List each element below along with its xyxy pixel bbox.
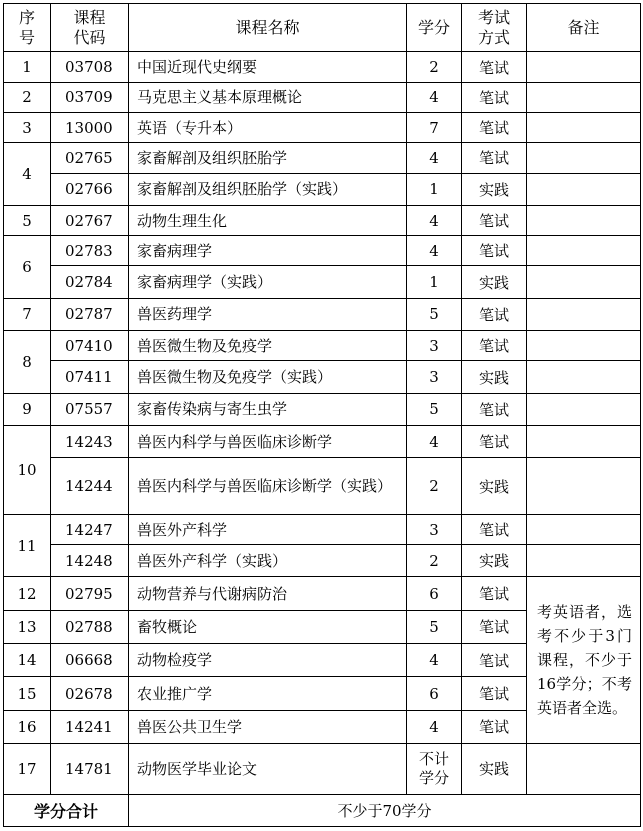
row-credit: 7 <box>407 113 462 143</box>
row-code: 14243 <box>51 426 129 458</box>
row-code: 14781 <box>51 744 129 794</box>
row-exam: 实践 <box>462 744 527 794</box>
row-no: 2 <box>4 82 51 112</box>
row-code: 14241 <box>51 710 129 743</box>
row-credit: 4 <box>407 644 462 677</box>
row-name: 畜牧概论 <box>129 610 407 643</box>
row-code: 07557 <box>51 393 129 425</box>
row-code: 07411 <box>51 361 129 393</box>
row-code: 02783 <box>51 236 129 266</box>
table-row <box>4 426 641 458</box>
row-exam: 笔试 <box>462 710 527 743</box>
total-row <box>4 794 641 827</box>
header-exam: 考试 方式 <box>462 4 527 52</box>
row-exam: 笔试 <box>462 205 527 235</box>
row-no: 15 <box>4 677 51 710</box>
table-row <box>4 458 641 515</box>
row-name: 家畜解剖及组织胚胎学 <box>129 143 407 173</box>
row-code: 07410 <box>51 331 129 361</box>
row-code: 03709 <box>51 82 129 112</box>
row-note <box>527 393 641 425</box>
total-value: 不少于70学分 <box>129 794 641 827</box>
row-name: 英语（专升本） <box>129 113 407 143</box>
row-name: 动物生理生化 <box>129 205 407 235</box>
row-credit: 3 <box>407 331 462 361</box>
table-row <box>4 331 641 361</box>
row-exam: 笔试 <box>462 143 527 173</box>
row-code: 14244 <box>51 458 129 515</box>
row-exam: 笔试 <box>462 113 527 143</box>
header-note: 备注 <box>527 4 641 52</box>
row-no: 9 <box>4 393 51 425</box>
header-no: 序 号 <box>4 4 51 52</box>
row-credit: 2 <box>407 52 462 82</box>
row-credit: 3 <box>407 361 462 393</box>
row-exam: 笔试 <box>462 331 527 361</box>
row-exam: 笔试 <box>462 514 527 544</box>
header-name: 课程名称 <box>129 4 407 52</box>
row-name: 兽医内科学与兽医临床诊断学（实践） <box>129 458 407 515</box>
row-note <box>527 266 641 298</box>
row-credit: 4 <box>407 82 462 112</box>
row-name: 家畜传染病与寄生虫学 <box>129 393 407 425</box>
row-code: 13000 <box>51 113 129 143</box>
header-code: 课程 代码 <box>51 4 129 52</box>
row-no: 12 <box>4 577 51 610</box>
elective-note: 考英语者，选考不少于3门课程，不少于16学分；不考英语者全选。 <box>527 577 641 744</box>
table-row <box>4 744 641 794</box>
row-note <box>527 331 641 361</box>
row-exam: 实践 <box>462 266 527 298</box>
row-credit: 1 <box>407 266 462 298</box>
row-credit: 4 <box>407 426 462 458</box>
table-row <box>4 298 641 330</box>
table-row <box>4 113 641 143</box>
row-exam: 笔试 <box>462 644 527 677</box>
row-note <box>527 236 641 266</box>
row-note <box>527 744 641 794</box>
row-code: 02765 <box>51 143 129 173</box>
row-name: 农业推广学 <box>129 677 407 710</box>
row-name: 兽医微生物及免疫学（实践） <box>129 361 407 393</box>
row-code: 14247 <box>51 514 129 544</box>
row-name: 家畜解剖及组织胚胎学（实践） <box>129 173 407 205</box>
row-exam: 笔试 <box>462 577 527 610</box>
table-row <box>4 205 641 235</box>
table-row <box>4 361 641 393</box>
row-no: 1 <box>4 52 51 82</box>
row-name: 兽医外产科学 <box>129 514 407 544</box>
table-row <box>4 143 641 173</box>
row-exam: 实践 <box>462 545 527 577</box>
row-exam: 笔试 <box>462 52 527 82</box>
row-exam: 笔试 <box>462 677 527 710</box>
row-no: 7 <box>4 298 51 330</box>
row-code: 02787 <box>51 298 129 330</box>
row-exam: 笔试 <box>462 82 527 112</box>
row-no: 8 <box>4 331 51 394</box>
table-row <box>4 577 641 610</box>
row-name: 兽医内科学与兽医临床诊断学 <box>129 426 407 458</box>
row-code: 03708 <box>51 52 129 82</box>
row-note <box>527 143 641 173</box>
row-credit: 2 <box>407 458 462 515</box>
row-credit: 3 <box>407 514 462 544</box>
row-note <box>527 426 641 458</box>
row-note <box>527 82 641 112</box>
table-row <box>4 236 641 266</box>
row-note <box>527 173 641 205</box>
row-note <box>527 205 641 235</box>
row-exam: 笔试 <box>462 610 527 643</box>
row-note <box>527 458 641 515</box>
row-no: 10 <box>4 426 51 515</box>
table-row <box>4 52 641 82</box>
row-name: 兽医外产科学（实践） <box>129 545 407 577</box>
row-code: 02678 <box>51 677 129 710</box>
row-note <box>527 361 641 393</box>
header-row <box>4 4 641 52</box>
row-code: 14248 <box>51 545 129 577</box>
row-name: 兽医药理学 <box>129 298 407 330</box>
row-note <box>527 298 641 330</box>
row-no: 17 <box>4 744 51 794</box>
row-credit: 2 <box>407 545 462 577</box>
row-exam: 笔试 <box>462 393 527 425</box>
row-code: 02795 <box>51 577 129 610</box>
header-credit: 学分 <box>407 4 462 52</box>
row-no: 11 <box>4 514 51 577</box>
row-note <box>527 52 641 82</box>
row-no: 16 <box>4 710 51 743</box>
row-credit: 6 <box>407 677 462 710</box>
row-credit: 5 <box>407 610 462 643</box>
row-code: 02767 <box>51 205 129 235</box>
row-exam: 实践 <box>462 173 527 205</box>
total-label: 学分合计 <box>4 794 129 827</box>
row-name: 动物医学毕业论文 <box>129 744 407 794</box>
table-row <box>4 545 641 577</box>
row-no: 14 <box>4 644 51 677</box>
row-no: 6 <box>4 236 51 299</box>
table-row <box>4 393 641 425</box>
row-code: 02766 <box>51 173 129 205</box>
row-credit: 1 <box>407 173 462 205</box>
row-credit: 6 <box>407 577 462 610</box>
row-note <box>527 545 641 577</box>
table-row <box>4 514 641 544</box>
row-credit: 5 <box>407 393 462 425</box>
row-name: 兽医微生物及免疫学 <box>129 331 407 361</box>
row-exam: 笔试 <box>462 426 527 458</box>
table-row <box>4 266 641 298</box>
row-credit: 4 <box>407 143 462 173</box>
row-note <box>527 113 641 143</box>
table-row <box>4 173 641 205</box>
table-row <box>4 82 641 112</box>
row-exam: 笔试 <box>462 236 527 266</box>
row-name: 家畜病理学 <box>129 236 407 266</box>
row-exam: 实践 <box>462 361 527 393</box>
row-name: 家畜病理学（实践） <box>129 266 407 298</box>
row-credit: 4 <box>407 710 462 743</box>
row-no: 5 <box>4 205 51 235</box>
row-name: 中国近现代史纲要 <box>129 52 407 82</box>
row-no: 13 <box>4 610 51 643</box>
row-credit: 不计 学分 <box>407 744 462 794</box>
row-note <box>527 514 641 544</box>
row-code: 02788 <box>51 610 129 643</box>
row-name: 兽医公共卫生学 <box>129 710 407 743</box>
row-no: 4 <box>4 143 51 206</box>
row-no: 3 <box>4 113 51 143</box>
row-credit: 4 <box>407 236 462 266</box>
row-code: 02784 <box>51 266 129 298</box>
row-exam: 实践 <box>462 458 527 515</box>
course-table <box>3 3 641 827</box>
row-name: 马克思主义基本原理概论 <box>129 82 407 112</box>
row-name: 动物营养与代谢病防治 <box>129 577 407 610</box>
row-name: 动物检疫学 <box>129 644 407 677</box>
row-exam: 笔试 <box>462 298 527 330</box>
row-credit: 4 <box>407 205 462 235</box>
row-credit: 5 <box>407 298 462 330</box>
row-code: 06668 <box>51 644 129 677</box>
